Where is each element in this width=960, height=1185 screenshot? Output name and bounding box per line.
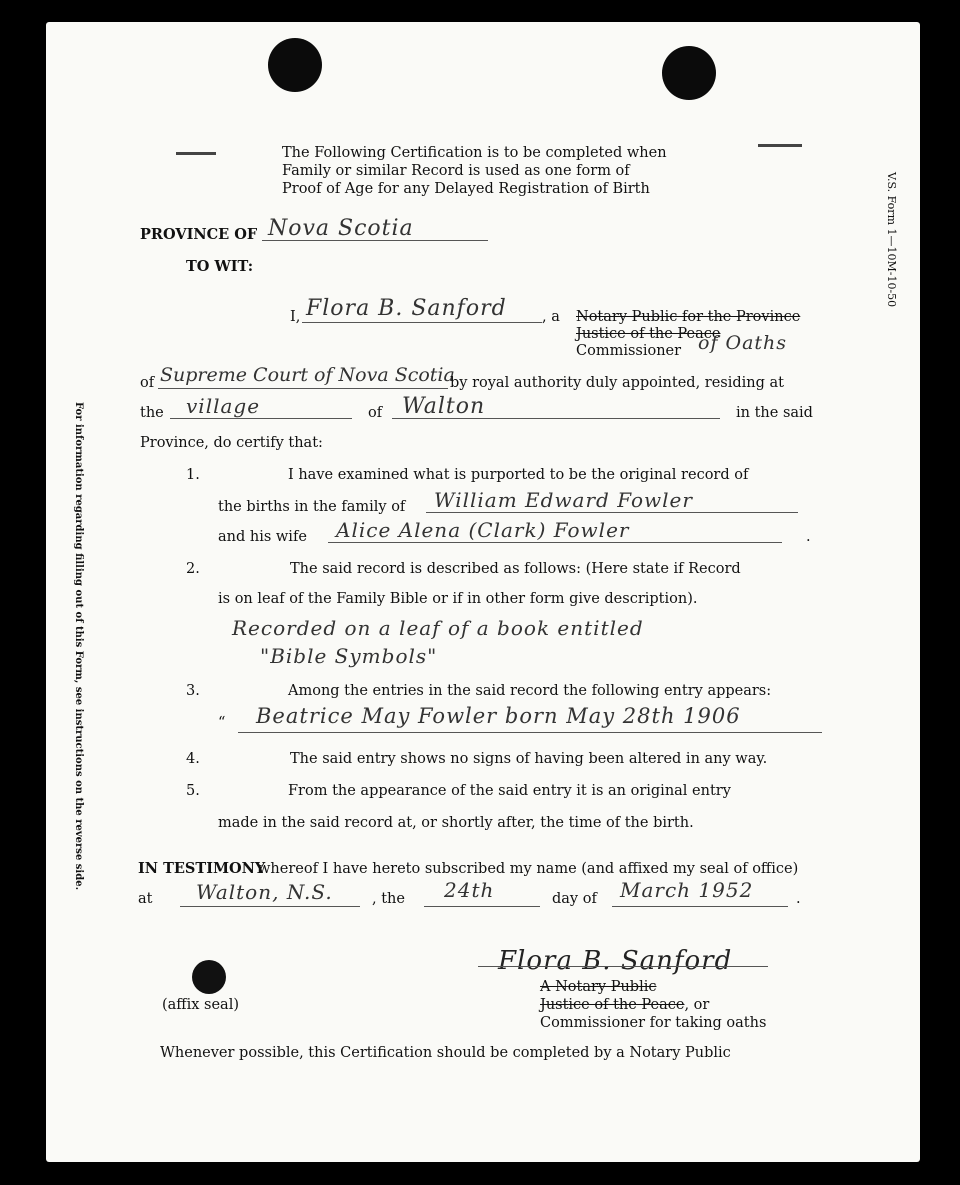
father-name: William Edward Fowler xyxy=(434,488,693,512)
signature-line xyxy=(478,966,768,967)
role-notary: A Notary Public xyxy=(540,979,657,995)
mother-name: Alice Alena (Clark) Fowler xyxy=(336,518,630,542)
title-notary: Notary Public for the Province xyxy=(576,309,801,325)
item-number: 5. xyxy=(186,783,200,799)
testimony-heading: IN TESTIMONY xyxy=(138,860,266,877)
of-line-rest: by royal authority duly appointed, residing at xyxy=(450,375,784,391)
seal-mark xyxy=(192,960,226,994)
declarant-prefix: I, xyxy=(290,309,301,325)
punch-hole xyxy=(268,38,322,92)
item-number: 1. xyxy=(186,467,200,483)
period: . xyxy=(806,529,811,545)
fill-line xyxy=(262,240,488,241)
fill-line xyxy=(238,732,822,733)
fill-line xyxy=(426,512,798,513)
of-label: of xyxy=(140,375,155,391)
item-text: I have examined what is purported to be the original record of xyxy=(288,467,749,483)
testimony-text: whereof I have hereto subscribed my name (and affixed my seal of office) xyxy=(258,861,799,877)
item-text: the births in the family of xyxy=(218,499,406,515)
item-text: From the appearance of the said entry it is an original entry xyxy=(288,783,731,799)
province-value: Nova Scotia xyxy=(268,216,414,241)
footer-note: Whenever possible, this Certification should be completed by a Notary Public xyxy=(160,1045,731,1061)
record-description: "Bible Symbols" xyxy=(260,644,438,668)
fill-line xyxy=(302,322,542,323)
to-wit: TO WIT: xyxy=(186,258,254,275)
item-text: Among the entries in the said record the following entry appears: xyxy=(288,683,772,699)
fill-line xyxy=(170,418,352,419)
header-line: Family or similar Record is used as one form of xyxy=(282,163,630,179)
header-line: Proof of Age for any Delayed Registration of Birth xyxy=(282,181,650,197)
at-label: at xyxy=(138,891,153,907)
role-justice-text: Justice of the Peace xyxy=(540,997,685,1013)
item-number: 3. xyxy=(186,683,200,699)
fill-line xyxy=(612,906,788,907)
declarant-a: , a xyxy=(542,309,560,325)
province-label: PROVINCE OF xyxy=(140,226,258,243)
document-page xyxy=(46,22,920,1162)
signing-place: Walton, N.S. xyxy=(196,880,333,904)
divider xyxy=(176,152,216,155)
fill-line xyxy=(328,542,782,543)
period: . xyxy=(796,891,801,907)
item-number: 4. xyxy=(186,751,200,767)
the-label: the xyxy=(140,405,164,421)
item-number: 2. xyxy=(186,561,200,577)
divider xyxy=(758,144,802,147)
title-commissioner: Commissioner xyxy=(576,343,682,359)
form-number: V.S. Form 1—10M-10-50 xyxy=(885,172,898,308)
signature: Flora B. Sanford xyxy=(498,946,733,976)
seal-label: (affix seal) xyxy=(162,997,239,1013)
birth-entry: Beatrice May Fowler born May 28th 1906 xyxy=(256,704,741,728)
the-label: , the xyxy=(372,891,405,907)
role-justice xyxy=(540,996,709,1014)
certify-text: Province, do certify that: xyxy=(140,435,323,451)
signing-month-year: March 1952 xyxy=(620,878,754,902)
fill-line xyxy=(392,418,720,419)
of-label: of xyxy=(368,405,383,421)
item-text: made in the said record at, or shortly after, the time of the birth. xyxy=(218,815,694,831)
role-justice-suffix: , or xyxy=(684,997,710,1013)
role-commissioner: Commissioner for taking oaths xyxy=(540,1015,767,1031)
fill-line xyxy=(424,906,540,907)
item-text: and his wife xyxy=(218,529,307,545)
header-line: The Following Certification is to be completed when xyxy=(282,145,667,161)
residence-type: village xyxy=(186,394,261,418)
record-description: Recorded on a leaf of a book entitled xyxy=(232,616,644,640)
fill-line xyxy=(180,906,360,907)
quote-mark: “ xyxy=(218,715,226,731)
day-of-label: day of xyxy=(552,891,597,907)
punch-hole xyxy=(662,46,716,100)
side-note: For information regarding filling out of this Form, see instructions on the reverse side. xyxy=(73,402,84,891)
declarant-name: Flora B. Sanford xyxy=(306,296,507,321)
title-justice: Justice of the Peace xyxy=(576,326,721,342)
court-name: Supreme Court of Nova Scotia xyxy=(160,364,455,386)
fill-line xyxy=(158,388,448,389)
item-text: is on leaf of the Family Bible or if in other form give description). xyxy=(218,591,698,607)
item-text: The said entry shows no signs of having been altered in any way. xyxy=(290,751,768,767)
residence-place: Walton xyxy=(402,394,486,419)
signing-day: 24th xyxy=(444,878,495,902)
residence-suffix: in the said xyxy=(736,405,813,421)
item-text: The said record is described as follows: (Here state if Record xyxy=(290,561,741,577)
title-commissioner-hw: of Oaths xyxy=(698,332,788,354)
